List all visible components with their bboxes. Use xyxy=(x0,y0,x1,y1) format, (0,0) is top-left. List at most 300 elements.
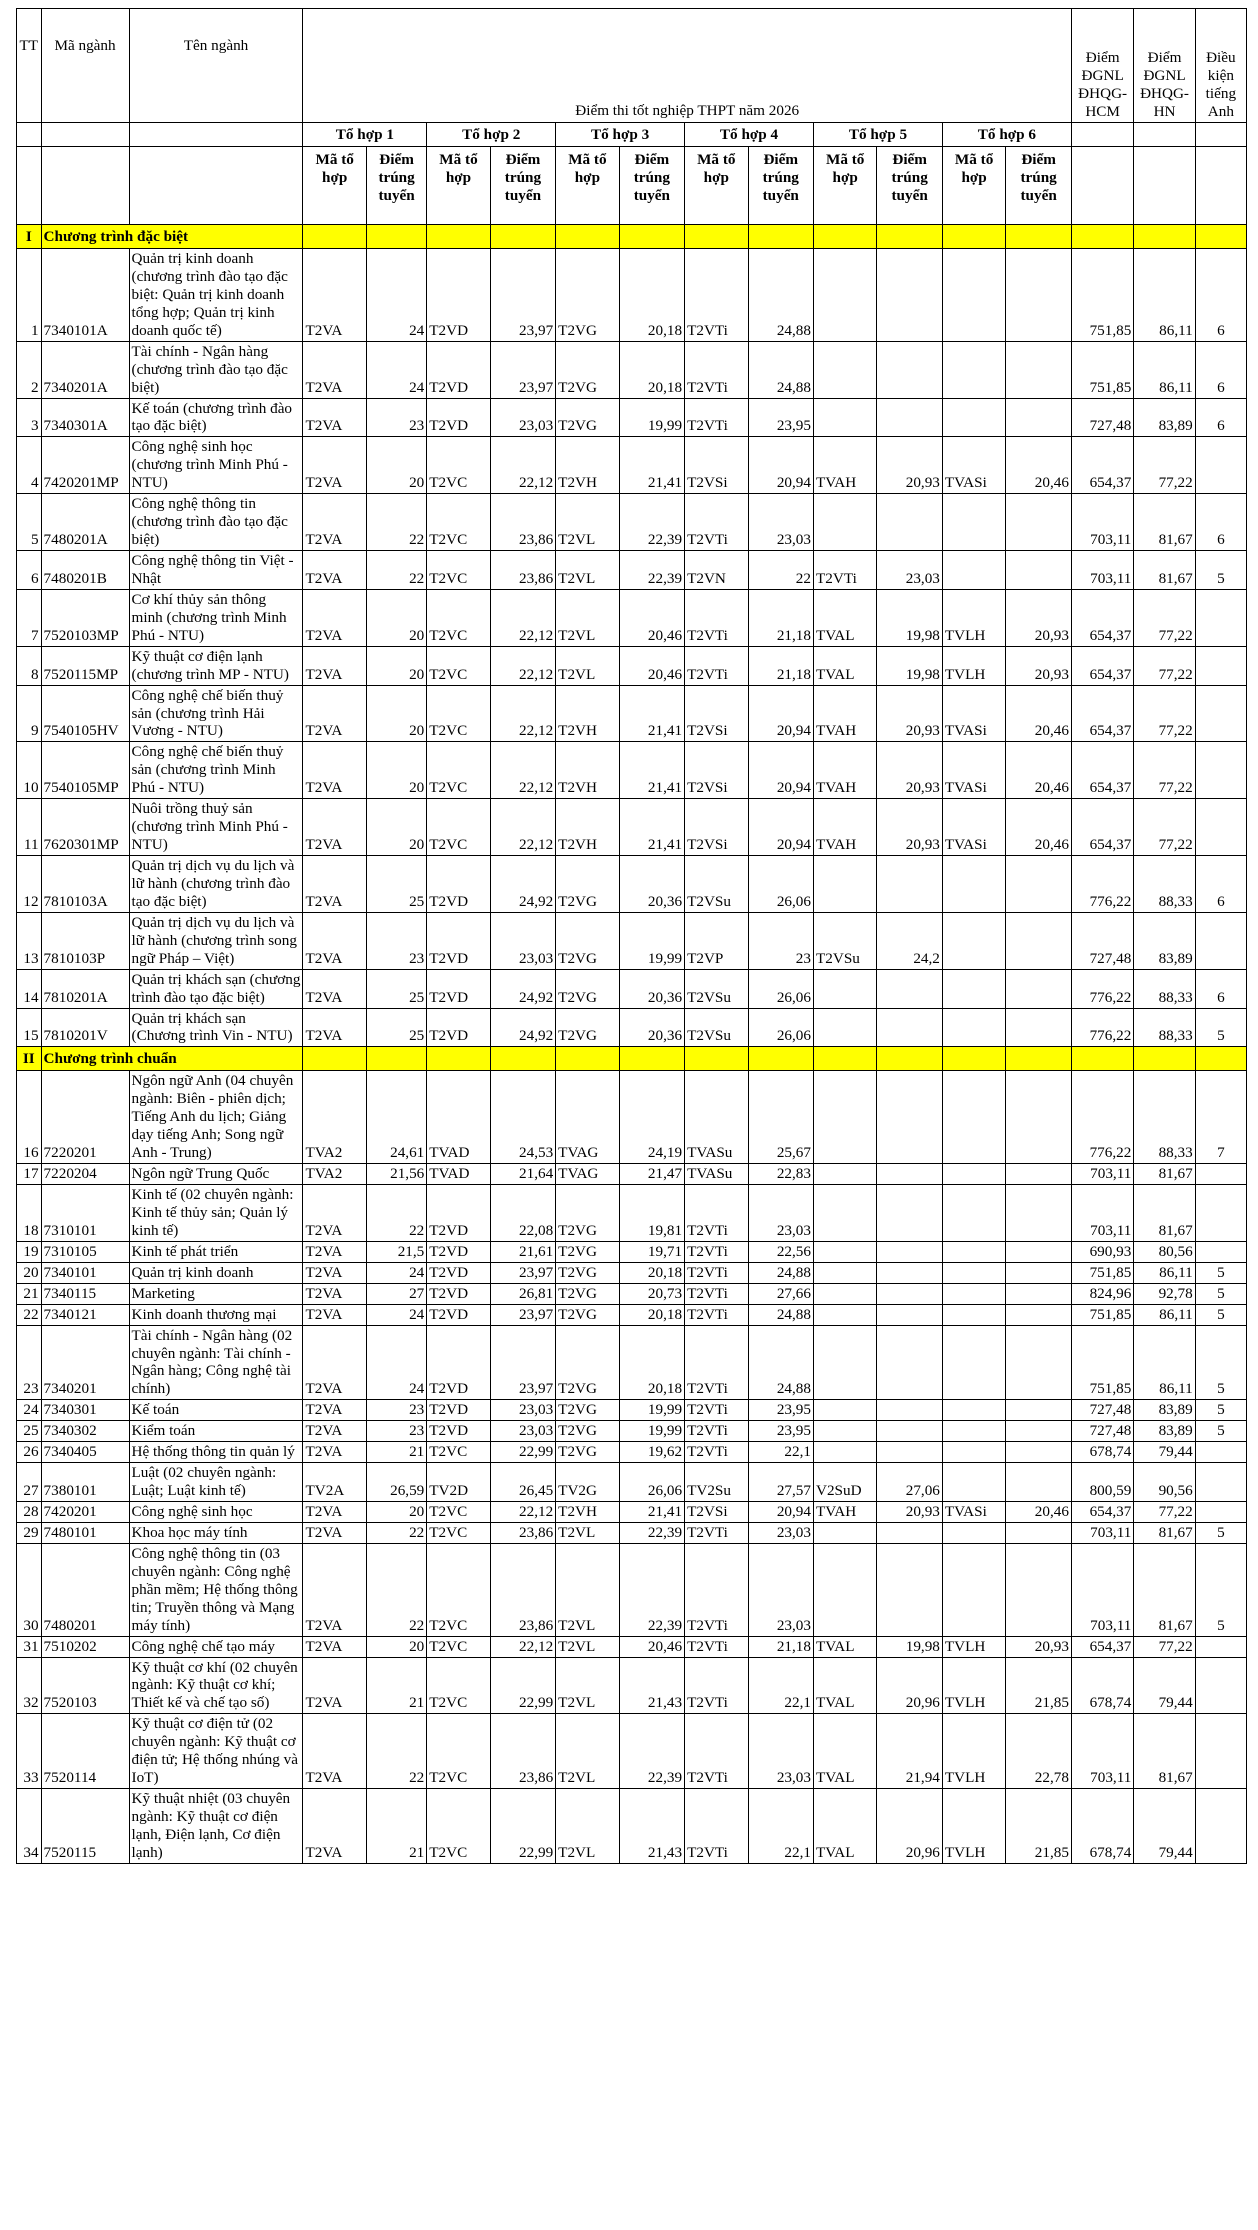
row-tt: 1 xyxy=(17,249,42,342)
row-name: Kinh tế (02 chuyên ngành: Kinh tế thủy sản; Quản lý kinh tế) xyxy=(129,1185,303,1242)
combo-code xyxy=(813,1442,876,1463)
combo-code: TVASi xyxy=(942,742,1005,799)
combo-score: 20,46 xyxy=(619,1636,684,1657)
row-name: Công nghệ thông tin (03 chuyên ngành: Công nghệ phần mềm; Hệ thống thông tin; Truyền thông và Mạng máy tính) xyxy=(129,1543,303,1636)
dgnl-hn-score: 81,67 xyxy=(1134,1164,1195,1185)
combo-code: T2VC xyxy=(427,1714,490,1789)
combo-score: 27,57 xyxy=(748,1463,813,1502)
row-code: 7420201 xyxy=(41,1502,129,1523)
combo-score: 26,06 xyxy=(619,1463,684,1502)
combo-code: T2VH xyxy=(556,437,619,494)
header-to-hop-2: Tổ hợp 2 xyxy=(427,123,556,147)
combo-score: 20,36 xyxy=(619,1008,684,1047)
combo-score: 21 xyxy=(366,1442,426,1463)
table-row xyxy=(17,1636,1247,1657)
combo-code xyxy=(942,1325,1005,1400)
combo-code xyxy=(813,1283,876,1304)
combo-code: T2VL xyxy=(556,1657,619,1714)
combo-score xyxy=(1006,1304,1072,1325)
combo-score xyxy=(877,1241,942,1262)
combo-code: T2VC xyxy=(427,799,490,856)
combo-score: 23,95 xyxy=(748,1400,813,1421)
row-tt: 17 xyxy=(17,1164,42,1185)
english-requirement: 5 xyxy=(1195,1421,1246,1442)
combo-code: T2VSu xyxy=(813,912,876,969)
combo-code: TVA2 xyxy=(303,1164,366,1185)
english-requirement xyxy=(1195,1185,1246,1242)
combo-score: 20,93 xyxy=(1006,646,1072,685)
header-diem-trung-tuyen: Điểm trúng tuyển xyxy=(877,147,942,225)
dgnl-hn-score: 79,44 xyxy=(1134,1657,1195,1714)
header-diem-trung-tuyen: Điểm trúng tuyển xyxy=(748,147,813,225)
combo-code: TVAH xyxy=(813,742,876,799)
combo-code: T2VA xyxy=(303,1714,366,1789)
row-code: 7480201B xyxy=(41,551,129,590)
combo-code: T2VA xyxy=(303,1325,366,1400)
combo-code: TVAH xyxy=(813,799,876,856)
combo-code: T2VA xyxy=(303,1421,366,1442)
combo-code: T2VA xyxy=(303,1657,366,1714)
section-blank xyxy=(556,225,619,249)
row-code: 7520115 xyxy=(41,1789,129,1864)
combo-score: 19,62 xyxy=(619,1442,684,1463)
combo-score: 20,96 xyxy=(877,1789,942,1864)
combo-code: T2VA xyxy=(303,1304,366,1325)
header-blank xyxy=(1071,147,1133,225)
dgnl-hn-score: 88,33 xyxy=(1134,969,1195,1008)
table-row xyxy=(17,1522,1247,1543)
dgnl-hn-score: 77,22 xyxy=(1134,799,1195,856)
row-code: 7540105MP xyxy=(41,742,129,799)
row-tt: 15 xyxy=(17,1008,42,1047)
combo-code: T2VD xyxy=(427,1008,490,1047)
combo-score xyxy=(1006,1164,1072,1185)
header-to-hop-6: Tổ hợp 6 xyxy=(942,123,1071,147)
combo-score: 20,93 xyxy=(877,685,942,742)
dgnl-hcm-score: 776,22 xyxy=(1071,1071,1133,1164)
combo-code: TVLH xyxy=(942,589,1005,646)
combo-code: T2VTi xyxy=(685,341,748,398)
combo-code: TVASu xyxy=(685,1164,748,1185)
combo-code xyxy=(813,1241,876,1262)
combo-score xyxy=(877,1283,942,1304)
section-number: I xyxy=(17,225,42,249)
combo-score: 22,12 xyxy=(490,1502,555,1523)
header-diem-trung-tuyen: Điểm trúng tuyển xyxy=(366,147,426,225)
section-title: Chương trình đặc biệt xyxy=(41,225,303,249)
combo-code: T2VD xyxy=(427,912,490,969)
combo-score: 22,12 xyxy=(490,589,555,646)
english-requirement: 6 xyxy=(1195,249,1246,342)
combo-code: T2VD xyxy=(427,1325,490,1400)
section-blank xyxy=(556,1047,619,1071)
section-blank xyxy=(1071,225,1133,249)
header-blank xyxy=(17,123,42,147)
header-to-hop-5: Tổ hợp 5 xyxy=(813,123,942,147)
dgnl-hcm-score: 654,37 xyxy=(1071,589,1133,646)
combo-score: 21,41 xyxy=(619,1502,684,1523)
combo-code: T2VD xyxy=(427,856,490,913)
combo-score: 23,97 xyxy=(490,249,555,342)
row-tt: 21 xyxy=(17,1283,42,1304)
dgnl-hcm-score: 654,37 xyxy=(1071,437,1133,494)
combo-code xyxy=(813,1421,876,1442)
combo-code xyxy=(813,969,876,1008)
combo-code: T2VA xyxy=(303,1543,366,1636)
dgnl-hcm-score: 703,11 xyxy=(1071,1543,1133,1636)
row-tt: 25 xyxy=(17,1421,42,1442)
combo-code: T2VSu xyxy=(685,1008,748,1047)
combo-code: T2VTi xyxy=(685,398,748,437)
combo-code: T2VC xyxy=(427,437,490,494)
combo-code: T2VC xyxy=(427,1502,490,1523)
combo-score: 19,81 xyxy=(619,1185,684,1242)
dgnl-hn-score: 77,22 xyxy=(1134,742,1195,799)
combo-code xyxy=(942,551,1005,590)
combo-score: 19,98 xyxy=(877,589,942,646)
combo-score: 23,03 xyxy=(490,912,555,969)
combo-code xyxy=(942,1442,1005,1463)
admission-score-table xyxy=(16,8,1247,1864)
section-blank xyxy=(490,225,555,249)
combo-code: T2VG xyxy=(556,1008,619,1047)
combo-code: TVAG xyxy=(556,1071,619,1164)
row-code: 7810103P xyxy=(41,912,129,969)
combo-score: 22,12 xyxy=(490,1636,555,1657)
combo-code: T2VG xyxy=(556,398,619,437)
combo-code xyxy=(942,1262,1005,1283)
combo-score: 24,88 xyxy=(748,1325,813,1400)
row-tt: 34 xyxy=(17,1789,42,1864)
table-body xyxy=(17,225,1247,1864)
dgnl-hcm-score: 824,96 xyxy=(1071,1283,1133,1304)
combo-score: 22,12 xyxy=(490,437,555,494)
combo-code: TV2A xyxy=(303,1463,366,1502)
combo-code xyxy=(942,856,1005,913)
combo-code xyxy=(813,1543,876,1636)
combo-score: 20,46 xyxy=(1006,799,1072,856)
dgnl-hcm-score: 703,11 xyxy=(1071,1714,1133,1789)
table-row xyxy=(17,742,1247,799)
combo-code: T2VTi xyxy=(685,1304,748,1325)
english-requirement: 5 xyxy=(1195,1304,1246,1325)
combo-score xyxy=(1006,551,1072,590)
row-tt: 14 xyxy=(17,969,42,1008)
combo-code: T2VH xyxy=(556,1502,619,1523)
combo-score: 20,18 xyxy=(619,1262,684,1283)
english-requirement xyxy=(1195,742,1246,799)
combo-code: TVAD xyxy=(427,1071,490,1164)
combo-code: T2VTi xyxy=(685,494,748,551)
combo-score: 21,94 xyxy=(877,1714,942,1789)
combo-score: 23,95 xyxy=(748,1421,813,1442)
combo-code: T2VL xyxy=(556,494,619,551)
combo-score: 19,98 xyxy=(877,1636,942,1657)
row-code: 7340201 xyxy=(41,1325,129,1400)
combo-score xyxy=(877,1325,942,1400)
combo-code xyxy=(813,1325,876,1400)
combo-code xyxy=(942,1304,1005,1325)
row-name: Marketing xyxy=(129,1283,303,1304)
combo-score: 22 xyxy=(366,1714,426,1789)
header-ma-to-hop: Mã tổ hợp xyxy=(427,147,490,225)
combo-code: T2VC xyxy=(427,1442,490,1463)
row-tt: 26 xyxy=(17,1442,42,1463)
row-name: Kế toán (chương trình đào tạo đặc biệt) xyxy=(129,398,303,437)
combo-score: 27,66 xyxy=(748,1283,813,1304)
combo-score: 22,99 xyxy=(490,1442,555,1463)
combo-code: T2VG xyxy=(556,1325,619,1400)
section-blank xyxy=(813,225,876,249)
row-tt: 2 xyxy=(17,341,42,398)
row-code: 7810103A xyxy=(41,856,129,913)
dgnl-hn-score: 81,67 xyxy=(1134,1522,1195,1543)
combo-score: 21,18 xyxy=(748,589,813,646)
combo-code: TVASi xyxy=(942,1502,1005,1523)
table-row xyxy=(17,1241,1247,1262)
combo-score: 23,86 xyxy=(490,1522,555,1543)
english-requirement xyxy=(1195,1502,1246,1523)
section-blank xyxy=(813,1047,876,1071)
combo-score: 26,81 xyxy=(490,1283,555,1304)
section-blank xyxy=(748,225,813,249)
combo-code: T2VD xyxy=(427,1185,490,1242)
dgnl-hcm-score: 727,48 xyxy=(1071,912,1133,969)
combo-code: T2VTi xyxy=(685,249,748,342)
combo-score: 23,97 xyxy=(490,341,555,398)
dgnl-hcm-score: 727,48 xyxy=(1071,1421,1133,1442)
combo-score: 20,46 xyxy=(1006,1502,1072,1523)
combo-score: 23,97 xyxy=(490,1262,555,1283)
row-code: 7310101 xyxy=(41,1185,129,1242)
dgnl-hcm-score: 654,37 xyxy=(1071,1502,1133,1523)
combo-score: 20,46 xyxy=(1006,685,1072,742)
combo-score: 22 xyxy=(366,1185,426,1242)
combo-code xyxy=(813,1164,876,1185)
combo-code xyxy=(813,494,876,551)
combo-code: T2VL xyxy=(556,551,619,590)
row-code: 7420201MP xyxy=(41,437,129,494)
combo-score xyxy=(877,969,942,1008)
combo-code: T2VTi xyxy=(685,1789,748,1864)
combo-score: 23,86 xyxy=(490,1714,555,1789)
combo-score: 20,94 xyxy=(748,685,813,742)
row-name: Quản trị dịch vụ du lịch và lữ hành (chương trình đào tạo đặc biệt) xyxy=(129,856,303,913)
row-name: Cơ khí thủy sản thông minh (chương trình Minh Phú - NTU) xyxy=(129,589,303,646)
combo-score: 23 xyxy=(366,398,426,437)
combo-score xyxy=(877,494,942,551)
english-requirement: 5 xyxy=(1195,1283,1246,1304)
combo-code xyxy=(813,1522,876,1543)
combo-code xyxy=(942,1008,1005,1047)
section-blank xyxy=(685,1047,748,1071)
combo-score: 23 xyxy=(748,912,813,969)
row-tt: 19 xyxy=(17,1241,42,1262)
combo-score: 23,95 xyxy=(748,398,813,437)
row-name: Tài chính - Ngân hàng (02 chuyên ngành: Tài chính - Ngân hàng; Công nghệ tài chính) xyxy=(129,1325,303,1400)
combo-code: T2VA xyxy=(303,1008,366,1047)
combo-score: 22 xyxy=(748,551,813,590)
combo-score: 27 xyxy=(366,1283,426,1304)
dgnl-hcm-score: 751,85 xyxy=(1071,249,1133,342)
english-requirement: 6 xyxy=(1195,398,1246,437)
combo-score: 21,41 xyxy=(619,437,684,494)
english-requirement: 6 xyxy=(1195,969,1246,1008)
combo-score: 22,1 xyxy=(748,1442,813,1463)
combo-code xyxy=(942,1522,1005,1543)
dgnl-hn-score: 79,44 xyxy=(1134,1442,1195,1463)
combo-code xyxy=(813,1262,876,1283)
row-name: Công nghệ chế biến thuỷ sản (chương trình Minh Phú - NTU) xyxy=(129,742,303,799)
row-tt: 29 xyxy=(17,1522,42,1543)
row-code: 7340301 xyxy=(41,1400,129,1421)
row-code: 7510202 xyxy=(41,1636,129,1657)
combo-code: T2VA xyxy=(303,341,366,398)
table-row xyxy=(17,646,1247,685)
section-blank xyxy=(366,1047,426,1071)
dgnl-hcm-score: 751,85 xyxy=(1071,1262,1133,1283)
row-name: Kỹ thuật cơ điện tử (02 chuyên ngành: Kỹ thuật cơ điện tử; Hệ thống nhúng và IoT) xyxy=(129,1714,303,1789)
combo-score: 20,46 xyxy=(1006,437,1072,494)
combo-code: TVAD xyxy=(427,1164,490,1185)
combo-code: T2VTi xyxy=(685,1714,748,1789)
row-code: 7520114 xyxy=(41,1714,129,1789)
combo-code: T2VA xyxy=(303,1283,366,1304)
row-tt: 6 xyxy=(17,551,42,590)
combo-score xyxy=(877,1071,942,1164)
row-code: 7310105 xyxy=(41,1241,129,1262)
row-tt: 5 xyxy=(17,494,42,551)
dgnl-hcm-score: 727,48 xyxy=(1071,1400,1133,1421)
combo-score: 26,06 xyxy=(748,969,813,1008)
combo-score: 23,03 xyxy=(748,1185,813,1242)
combo-code: T2VH xyxy=(556,742,619,799)
combo-score: 20,46 xyxy=(619,589,684,646)
row-tt: 32 xyxy=(17,1657,42,1714)
combo-score: 22,56 xyxy=(748,1241,813,1262)
combo-code: T2VG xyxy=(556,856,619,913)
row-name: Kỹ thuật nhiệt (03 chuyên ngành: Kỹ thuật cơ điện lạnh, Điện lạnh, Cơ điện lạnh) xyxy=(129,1789,303,1864)
dgnl-hn-score: 86,11 xyxy=(1134,249,1195,342)
row-tt: 18 xyxy=(17,1185,42,1242)
combo-score xyxy=(1006,969,1072,1008)
english-requirement xyxy=(1195,1789,1246,1864)
row-code: 7620301MP xyxy=(41,799,129,856)
combo-code: TV2Su xyxy=(685,1463,748,1502)
row-code: 7340302 xyxy=(41,1421,129,1442)
row-tt: 30 xyxy=(17,1543,42,1636)
combo-score: 21,18 xyxy=(748,646,813,685)
section-row xyxy=(17,1047,1247,1071)
combo-code: T2VD xyxy=(427,341,490,398)
combo-score: 26,45 xyxy=(490,1463,555,1502)
combo-score: 25 xyxy=(366,969,426,1008)
dgnl-hn-score: 83,89 xyxy=(1134,1400,1195,1421)
combo-score xyxy=(877,341,942,398)
combo-code: T2VD xyxy=(427,1241,490,1262)
english-requirement: 5 xyxy=(1195,1400,1246,1421)
row-name: Công nghệ chế tạo máy xyxy=(129,1636,303,1657)
combo-score: 24 xyxy=(366,249,426,342)
combo-score: 22,39 xyxy=(619,551,684,590)
combo-code xyxy=(942,249,1005,342)
combo-code: T2VTi xyxy=(813,551,876,590)
combo-code: T2VA xyxy=(303,1522,366,1543)
combo-score: 23,03 xyxy=(490,398,555,437)
combo-code: TVAL xyxy=(813,1789,876,1864)
combo-code: T2VD xyxy=(427,1304,490,1325)
combo-score xyxy=(1006,1400,1072,1421)
combo-code: T2VA xyxy=(303,1400,366,1421)
dgnl-hn-score: 83,89 xyxy=(1134,398,1195,437)
combo-code: T2VC xyxy=(427,1543,490,1636)
section-title: Chương trình chuẩn xyxy=(41,1047,303,1071)
combo-code: T2VL xyxy=(556,1522,619,1543)
combo-code: TVAG xyxy=(556,1164,619,1185)
dgnl-hcm-score: 703,11 xyxy=(1071,551,1133,590)
header-blank xyxy=(41,147,129,225)
combo-code: TVASi xyxy=(942,799,1005,856)
english-requirement xyxy=(1195,1241,1246,1262)
combo-score: 22,99 xyxy=(490,1657,555,1714)
combo-score: 23,03 xyxy=(490,1421,555,1442)
combo-score xyxy=(1006,1463,1072,1502)
combo-score: 20,96 xyxy=(877,1657,942,1714)
row-tt: 28 xyxy=(17,1502,42,1523)
section-blank xyxy=(1195,1047,1246,1071)
combo-code: T2VA xyxy=(303,856,366,913)
combo-score: 24,92 xyxy=(490,856,555,913)
dgnl-hn-score: 79,44 xyxy=(1134,1789,1195,1864)
combo-code: T2VD xyxy=(427,398,490,437)
english-requirement xyxy=(1195,1442,1246,1463)
english-requirement xyxy=(1195,1657,1246,1714)
section-blank xyxy=(1195,225,1246,249)
english-requirement xyxy=(1195,799,1246,856)
combo-code: T2VD xyxy=(427,969,490,1008)
combo-code: T2VD xyxy=(427,1400,490,1421)
combo-score xyxy=(1006,494,1072,551)
combo-score xyxy=(877,1442,942,1463)
combo-score: 20,36 xyxy=(619,969,684,1008)
row-code: 7340115 xyxy=(41,1283,129,1304)
section-blank xyxy=(427,225,490,249)
english-requirement xyxy=(1195,437,1246,494)
combo-score: 22 xyxy=(366,551,426,590)
combo-score xyxy=(1006,1283,1072,1304)
combo-score: 20 xyxy=(366,1502,426,1523)
combo-code xyxy=(942,341,1005,398)
dgnl-hcm-score: 727,48 xyxy=(1071,398,1133,437)
combo-score xyxy=(1006,249,1072,342)
combo-code: T2VSi xyxy=(685,1502,748,1523)
combo-code: TVAL xyxy=(813,1714,876,1789)
section-blank xyxy=(1006,1047,1072,1071)
combo-code: T2VA xyxy=(303,1789,366,1864)
combo-code: TVLH xyxy=(942,1636,1005,1657)
combo-code: T2VC xyxy=(427,1636,490,1657)
combo-score: 21,47 xyxy=(619,1164,684,1185)
header-ma-to-hop: Mã tổ hợp xyxy=(942,147,1005,225)
dgnl-hcm-score: 703,11 xyxy=(1071,1185,1133,1242)
combo-code: T2VA xyxy=(303,912,366,969)
dgnl-hcm-score: 751,85 xyxy=(1071,1325,1133,1400)
table-row xyxy=(17,589,1247,646)
row-name: Khoa học máy tính xyxy=(129,1522,303,1543)
dgnl-hn-score: 86,11 xyxy=(1134,1325,1195,1400)
combo-code: T2VG xyxy=(556,1241,619,1262)
combo-score: 20 xyxy=(366,589,426,646)
